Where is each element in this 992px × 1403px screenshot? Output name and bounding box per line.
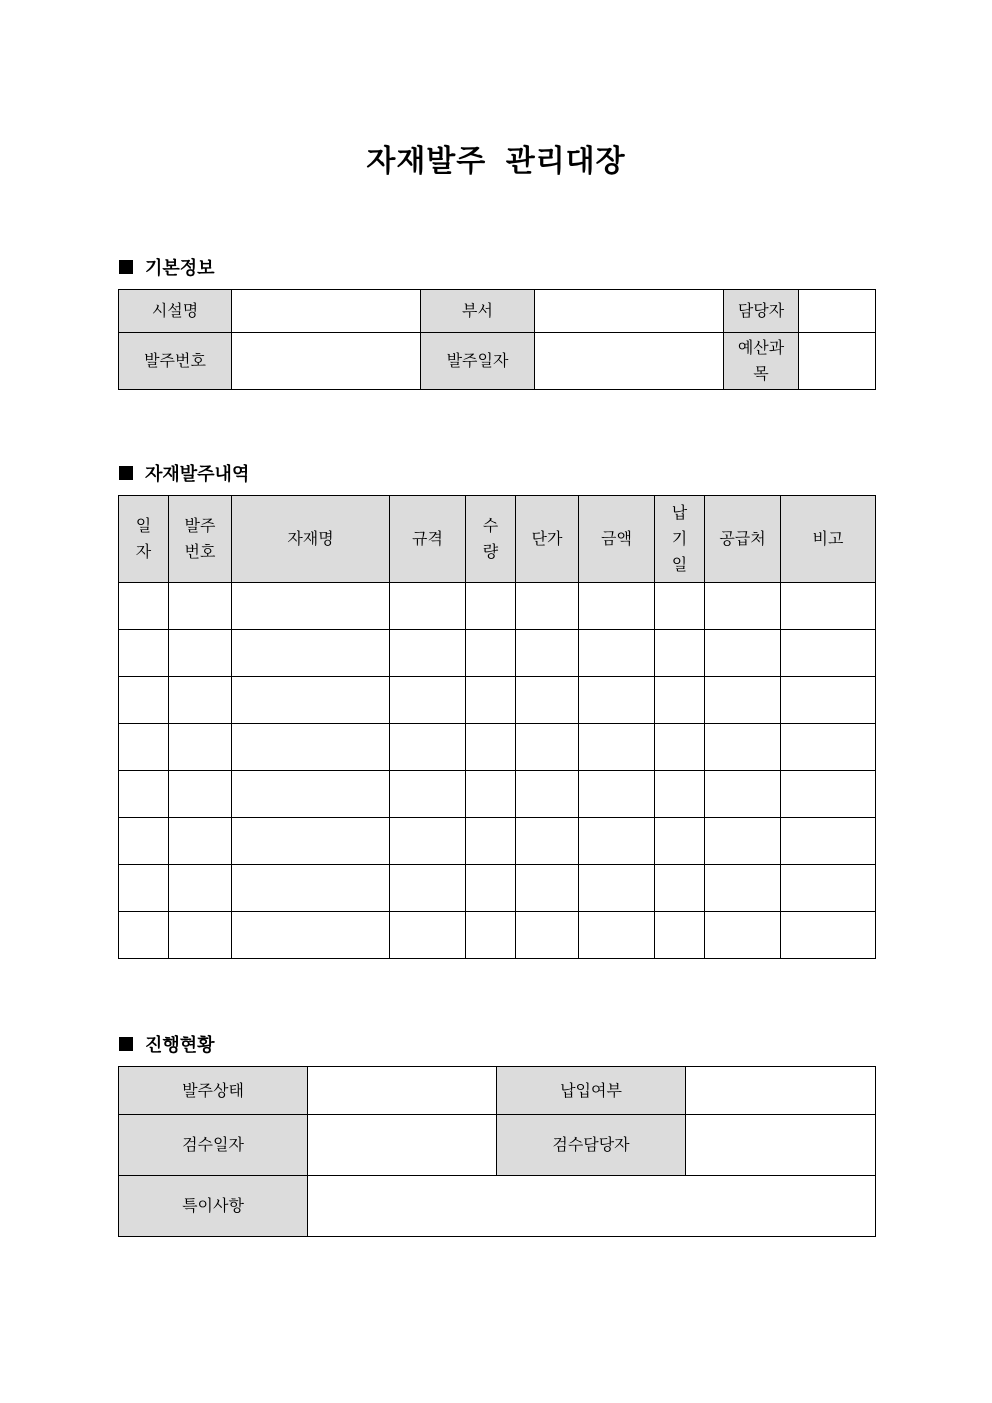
facility-label: 시설명 <box>119 290 232 333</box>
cell-supplier[interactable] <box>705 677 781 724</box>
cell-spec[interactable] <box>390 677 466 724</box>
cell-note[interactable] <box>781 630 876 677</box>
progress-row <box>119 1115 876 1176</box>
cell-date[interactable] <box>119 630 169 677</box>
square-bullet-icon <box>119 260 133 274</box>
order-no-label: 발주번호 <box>119 333 232 390</box>
cell-qty[interactable] <box>466 771 516 818</box>
remarks-field[interactable] <box>308 1176 876 1237</box>
cell-amount[interactable] <box>579 912 655 959</box>
order-date-field[interactable] <box>535 333 724 390</box>
cell-spec[interactable] <box>390 583 466 630</box>
cell-supplier[interactable] <box>705 630 781 677</box>
cell-amount[interactable] <box>579 677 655 724</box>
cell-spec[interactable] <box>390 912 466 959</box>
table-row <box>119 583 876 630</box>
cell-date[interactable] <box>119 677 169 724</box>
header-due-line1: 납 <box>671 503 688 522</box>
cell-amount[interactable] <box>579 724 655 771</box>
cell-note[interactable] <box>781 583 876 630</box>
square-bullet-icon <box>119 466 133 480</box>
progress-table <box>118 1066 876 1237</box>
cell-order-no[interactable] <box>169 724 232 771</box>
cell-note[interactable] <box>781 912 876 959</box>
cell-due-date[interactable] <box>655 630 705 677</box>
cell-material[interactable] <box>232 912 390 959</box>
cell-qty[interactable] <box>466 630 516 677</box>
cell-unit-price[interactable] <box>516 865 579 912</box>
cell-due-date[interactable] <box>655 818 705 865</box>
dept-field[interactable] <box>535 290 724 333</box>
budget-field[interactable] <box>799 333 876 390</box>
header-spec: 규격 <box>390 496 466 583</box>
header-due-line3: 일 <box>671 555 688 574</box>
inspect-date-field[interactable] <box>308 1115 497 1176</box>
manager-field[interactable] <box>799 290 876 333</box>
header-order-no <box>169 496 232 583</box>
header-date-line1: 일 <box>135 516 152 535</box>
cell-material[interactable] <box>232 724 390 771</box>
order-items-body <box>119 583 876 959</box>
order-date-label: 발주일자 <box>421 333 535 390</box>
cell-unit-price[interactable] <box>516 677 579 724</box>
cell-note[interactable] <box>781 724 876 771</box>
cell-note[interactable] <box>781 677 876 724</box>
table-row <box>119 818 876 865</box>
cell-date[interactable] <box>119 865 169 912</box>
cell-material[interactable] <box>232 630 390 677</box>
cell-amount[interactable] <box>579 865 655 912</box>
progress-row <box>119 1067 876 1115</box>
cell-material[interactable] <box>232 677 390 724</box>
order-no-field[interactable] <box>232 333 421 390</box>
cell-amount[interactable] <box>579 771 655 818</box>
cell-date[interactable] <box>119 818 169 865</box>
cell-qty[interactable] <box>466 818 516 865</box>
header-date <box>119 496 169 583</box>
cell-order-no[interactable] <box>169 912 232 959</box>
order-items-header-row <box>119 496 876 583</box>
delivery-label: 납입여부 <box>497 1067 686 1115</box>
manager-label: 담당자 <box>724 290 799 333</box>
basic-info-row <box>119 333 876 390</box>
cell-qty[interactable] <box>466 583 516 630</box>
page-title: 자재발주 관리대장 <box>366 144 626 179</box>
cell-supplier[interactable] <box>705 724 781 771</box>
budget-label-line2: 목 <box>753 364 769 383</box>
cell-note[interactable] <box>781 771 876 818</box>
section-progress-title: 진행현황 <box>145 1035 215 1056</box>
cell-unit-price[interactable] <box>516 630 579 677</box>
cell-order-no[interactable] <box>169 771 232 818</box>
cell-spec[interactable] <box>390 865 466 912</box>
facility-field[interactable] <box>232 290 421 333</box>
table-row <box>119 865 876 912</box>
progress-row <box>119 1176 876 1237</box>
cell-order-no[interactable] <box>169 677 232 724</box>
cell-order-no[interactable] <box>169 583 232 630</box>
cell-due-date[interactable] <box>655 865 705 912</box>
header-qty-line2: 량 <box>482 542 499 561</box>
cell-unit-price[interactable] <box>516 724 579 771</box>
cell-date[interactable] <box>119 583 169 630</box>
cell-amount[interactable] <box>579 583 655 630</box>
cell-order-no[interactable] <box>169 865 232 912</box>
table-row <box>119 630 876 677</box>
section-items-heading <box>119 460 249 486</box>
cell-due-date[interactable] <box>655 583 705 630</box>
cell-due-date[interactable] <box>655 912 705 959</box>
header-due-line2: 기 <box>671 529 688 548</box>
cell-supplier[interactable] <box>705 865 781 912</box>
table-row <box>119 912 876 959</box>
cell-qty[interactable] <box>466 677 516 724</box>
cell-supplier[interactable] <box>705 771 781 818</box>
cell-date[interactable] <box>119 771 169 818</box>
table-row <box>119 771 876 818</box>
cell-unit-price[interactable] <box>516 818 579 865</box>
cell-due-date[interactable] <box>655 677 705 724</box>
order-status-label: 발주상태 <box>119 1067 308 1115</box>
header-unit-price: 단가 <box>516 496 579 583</box>
cell-order-no[interactable] <box>169 630 232 677</box>
cell-date[interactable] <box>119 724 169 771</box>
basic-info-row <box>119 290 876 333</box>
cell-material[interactable] <box>232 771 390 818</box>
budget-label-line1: 예산과 <box>737 338 785 357</box>
cell-date[interactable] <box>119 912 169 959</box>
cell-unit-price[interactable] <box>516 771 579 818</box>
cell-supplier[interactable] <box>705 583 781 630</box>
square-bullet-icon <box>119 1037 133 1051</box>
cell-due-date[interactable] <box>655 724 705 771</box>
header-amount: 금액 <box>579 496 655 583</box>
cell-order-no[interactable] <box>169 818 232 865</box>
header-qty-line1: 수 <box>482 516 499 535</box>
cell-qty[interactable] <box>466 724 516 771</box>
order-items-table <box>118 495 876 959</box>
section-progress-heading <box>119 1031 215 1057</box>
table-row <box>119 677 876 724</box>
header-date-line2: 자 <box>135 542 152 561</box>
header-supplier: 공급처 <box>705 496 781 583</box>
header-order-no-line1: 발주 <box>184 516 216 535</box>
cell-spec[interactable] <box>390 771 466 818</box>
header-note: 비고 <box>781 496 876 583</box>
delivery-field[interactable] <box>686 1067 876 1115</box>
table-row <box>119 724 876 771</box>
dept-label: 부서 <box>421 290 535 333</box>
inspector-label: 검수담당자 <box>497 1115 686 1176</box>
section-basic-heading <box>119 254 215 280</box>
header-order-no-line2: 번호 <box>184 542 216 561</box>
section-basic-title: 기본정보 <box>145 258 215 279</box>
cell-qty[interactable] <box>466 865 516 912</box>
cell-note[interactable] <box>781 818 876 865</box>
inspector-field[interactable] <box>686 1115 876 1176</box>
cell-spec[interactable] <box>390 818 466 865</box>
header-due-date <box>655 496 705 583</box>
cell-supplier[interactable] <box>705 818 781 865</box>
cell-unit-price[interactable] <box>516 912 579 959</box>
cell-spec[interactable] <box>390 724 466 771</box>
cell-amount[interactable] <box>579 818 655 865</box>
order-status-field[interactable] <box>308 1067 497 1115</box>
cell-material[interactable] <box>232 865 390 912</box>
inspect-date-label: 검수일자 <box>119 1115 308 1176</box>
budget-label <box>724 333 799 390</box>
basic-info-table <box>118 289 876 390</box>
cell-amount[interactable] <box>579 630 655 677</box>
section-items-title: 자재발주내역 <box>145 464 250 485</box>
header-material: 자재명 <box>232 496 390 583</box>
cell-due-date[interactable] <box>655 771 705 818</box>
cell-spec[interactable] <box>390 630 466 677</box>
cell-qty[interactable] <box>466 912 516 959</box>
header-qty <box>466 496 516 583</box>
cell-unit-price[interactable] <box>516 583 579 630</box>
cell-material[interactable] <box>232 583 390 630</box>
remarks-label: 특이사항 <box>119 1176 308 1237</box>
cell-material[interactable] <box>232 818 390 865</box>
cell-note[interactable] <box>781 865 876 912</box>
cell-supplier[interactable] <box>705 912 781 959</box>
